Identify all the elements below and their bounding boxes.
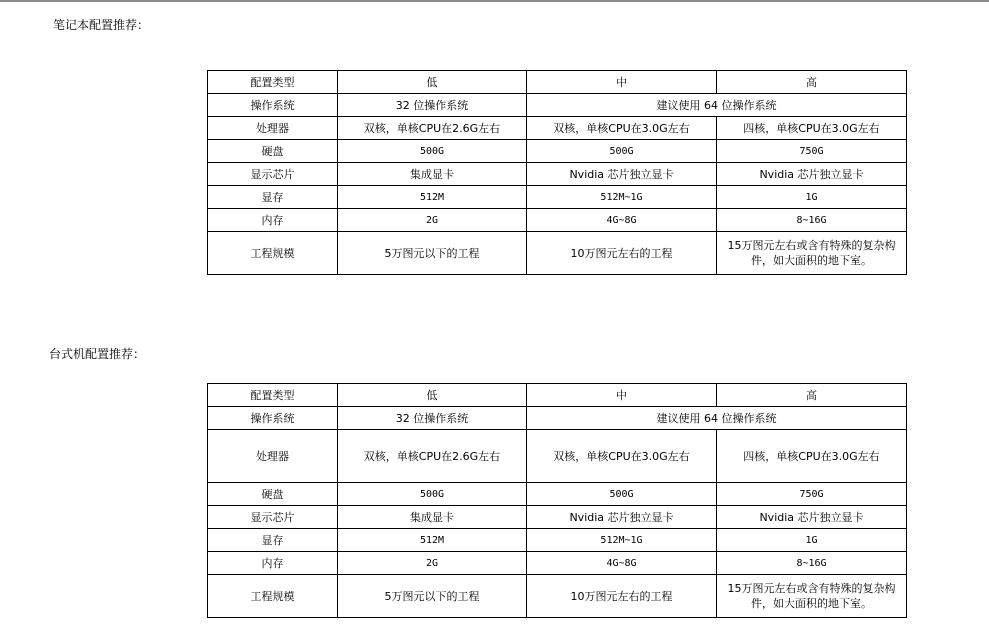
cell-low: 512M	[338, 186, 527, 209]
row-label: 处理器	[208, 430, 338, 483]
table-row-vram	[208, 186, 907, 209]
table-row-cpu	[208, 117, 907, 140]
cell-mid: 500G	[527, 483, 717, 506]
table-row-scale	[208, 575, 907, 618]
header-cell-high: 高	[717, 71, 907, 94]
cell-mid: 4G~8G	[527, 552, 717, 575]
cell-low: 5万图元以下的工程	[338, 575, 527, 618]
cell-mid: 512M~1G	[527, 529, 717, 552]
cell-low: 双核，单核CPU在2.6G左右	[338, 117, 527, 140]
table-header-row	[208, 71, 907, 94]
cell-low: 500G	[338, 140, 527, 163]
row-label: 显存	[208, 529, 338, 552]
table-row-vram	[208, 529, 907, 552]
row-label: 显示芯片	[208, 506, 338, 529]
table-row-disk	[208, 140, 907, 163]
cell-mid: Nvidia 芯片独立显卡	[527, 163, 717, 186]
row-label: 操作系统	[208, 407, 338, 430]
cell-mid: 512M~1G	[527, 186, 717, 209]
cell-high: 1G	[717, 529, 907, 552]
desktop-config-table	[207, 383, 907, 618]
cell-low: 32 位操作系统	[338, 94, 527, 117]
cell-high: 8~16G	[717, 552, 907, 575]
table-header-row	[208, 384, 907, 407]
cell-low: 双核，单核CPU在2.6G左右	[338, 430, 527, 483]
table-row-cpu	[208, 430, 907, 483]
cell-low: 2G	[338, 552, 527, 575]
cell-high: 15万图元左右或含有特殊的复杂构件，如大面积的地下室。	[717, 575, 907, 618]
header-cell-type: 配置类型	[208, 384, 338, 407]
row-label: 显存	[208, 186, 338, 209]
row-label: 工程规模	[208, 232, 338, 275]
header-cell-mid: 中	[527, 384, 717, 407]
table-row-gpu	[208, 506, 907, 529]
desktop-section-title: 台式机配置推荐：	[49, 347, 146, 361]
row-label: 内存	[208, 209, 338, 232]
cell-mid-high: 建议使用 64 位操作系统	[527, 94, 907, 117]
cell-mid-high: 建议使用 64 位操作系统	[527, 407, 907, 430]
cell-high: 15万图元左右或含有特殊的复杂构件，如大面积的地下室。	[717, 232, 907, 275]
cell-low: 2G	[338, 209, 527, 232]
table-row-os	[208, 407, 907, 430]
cell-low: 集成显卡	[338, 163, 527, 186]
header-cell-type: 配置类型	[208, 71, 338, 94]
cell-low: 500G	[338, 483, 527, 506]
table-row-scale	[208, 232, 907, 275]
table-row-disk	[208, 483, 907, 506]
row-label: 硬盘	[208, 140, 338, 163]
row-label: 显示芯片	[208, 163, 338, 186]
top-divider	[0, 0, 989, 2]
laptop-config-table	[207, 70, 907, 275]
cell-high: 8~16G	[717, 209, 907, 232]
cell-high: 四核，单核CPU在3.0G左右	[717, 430, 907, 483]
table-row-os	[208, 94, 907, 117]
cell-mid: 双核，单核CPU在3.0G左右	[527, 117, 717, 140]
cell-high: Nvidia 芯片独立显卡	[717, 506, 907, 529]
cell-mid: 500G	[527, 140, 717, 163]
table-row-gpu	[208, 163, 907, 186]
laptop-section-title: 笔记本配置推荐：	[53, 18, 150, 32]
cell-mid: 10万图元左右的工程	[527, 575, 717, 618]
cell-high: 1G	[717, 186, 907, 209]
cell-mid: Nvidia 芯片独立显卡	[527, 506, 717, 529]
cell-low: 集成显卡	[338, 506, 527, 529]
header-cell-mid: 中	[527, 71, 717, 94]
cell-low: 5万图元以下的工程	[338, 232, 527, 275]
cell-mid: 4G~8G	[527, 209, 717, 232]
header-cell-low: 低	[338, 71, 527, 94]
row-label: 操作系统	[208, 94, 338, 117]
header-cell-high: 高	[717, 384, 907, 407]
row-label: 工程规模	[208, 575, 338, 618]
table-row-ram	[208, 552, 907, 575]
cell-high: 750G	[717, 483, 907, 506]
cell-high: 750G	[717, 140, 907, 163]
cell-high: 四核，单核CPU在3.0G左右	[717, 117, 907, 140]
header-cell-low: 低	[338, 384, 527, 407]
cell-low: 512M	[338, 529, 527, 552]
cell-high: Nvidia 芯片独立显卡	[717, 163, 907, 186]
row-label: 处理器	[208, 117, 338, 140]
row-label: 内存	[208, 552, 338, 575]
cell-mid: 10万图元左右的工程	[527, 232, 717, 275]
row-label: 硬盘	[208, 483, 338, 506]
table-row-ram	[208, 209, 907, 232]
cell-mid: 双核，单核CPU在3.0G左右	[527, 430, 717, 483]
cell-low: 32 位操作系统	[338, 407, 527, 430]
